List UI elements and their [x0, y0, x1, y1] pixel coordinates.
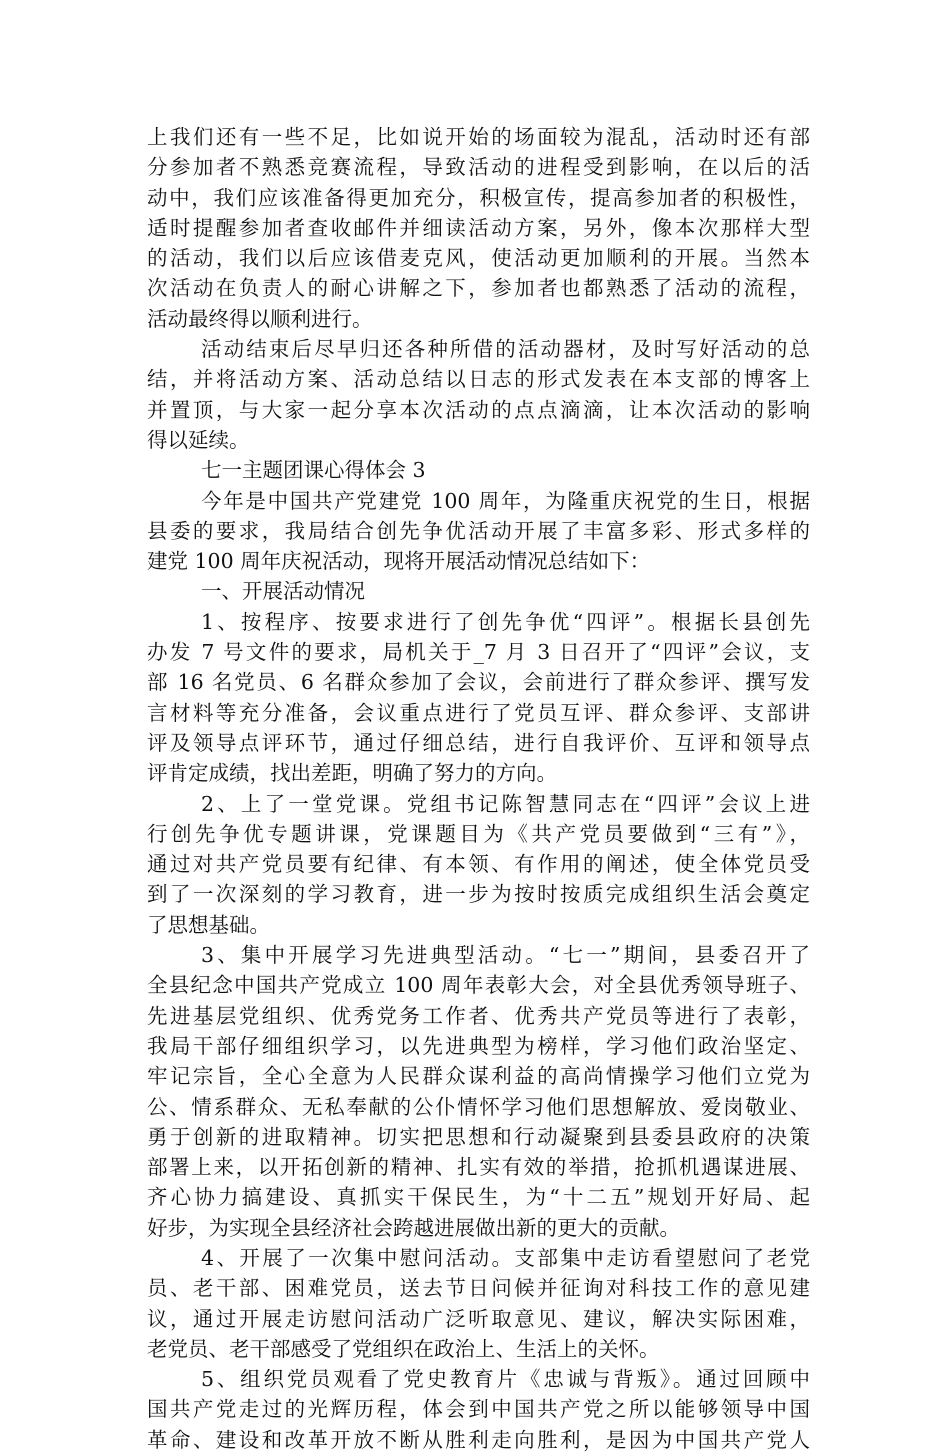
document-page — [147, 122, 810, 1455]
text-line: 勇于创新的进取精神。切实把思想和行动凝聚到县委县政府的决策 — [147, 1124, 810, 1149]
text-line: 评及领导点评环节，通过仔细总结，进行自我评价、互评和领导点 — [147, 730, 810, 755]
text-line: 得以延续。 — [147, 427, 250, 452]
text-line: 2、上了一堂党课。党组书记陈智慧同志在“四评”会议上进 — [201, 791, 810, 816]
text-line: 七一主题团课心得体会 3 — [201, 458, 426, 483]
text-line: 行创先争优专题讲课，党课题目为《共产党员要做到“三有”》， — [147, 821, 810, 846]
text-line: 牢记宗旨，全心全意为人民群众谋利益的高尚情操学习他们立党为 — [147, 1064, 810, 1089]
text-line: 一、开展活动情况 — [201, 579, 365, 604]
text-line: 部署上来，以开拓创新的精神、扎实有效的举措，抢抓机遇谋进展、 — [147, 1155, 810, 1180]
text-line: 评肯定成绩，找出差距，明确了努力的方向。 — [147, 761, 557, 786]
text-line: 县委的要求，我局结合创先争优活动开展了丰富多彩、形式多样的 — [147, 518, 810, 543]
text-line: 分参加者不熟悉竞赛流程，导致活动的进程受到影响，在以后的活 — [147, 155, 810, 180]
text-line: 好步，为实现全县经济社会跨越进展做出新的更大的贡献。 — [147, 1215, 680, 1240]
text-line: 今年是中国共产党建党 100 周年，为隆重庆祝党的生日，根据 — [201, 488, 810, 513]
text-line: 我局干部仔细组织学习，以先进典型为榜样，学习他们政治坚定、 — [147, 1033, 810, 1058]
text-line: 员、老干部、困难党员，送去节日问候并征询对科技工作的意见建 — [147, 1276, 810, 1301]
text-line: 1、按程序、按要求进行了创先争优“四评”。根据长县创先 — [201, 609, 810, 634]
text-line: 5、组织党员观看了党史教育片《忠诚与背叛》。通过回顾中 — [201, 1367, 810, 1392]
text-line: 先进基层党组织、优秀党务工作者、优秀共产党员等进行了表彰， — [147, 1003, 810, 1028]
text-line: 的活动，我们以后应该借麦克风，使活动更加顺利的开展。当然本 — [147, 246, 810, 271]
text-line: 国共产党走过的光辉历程，体会到中国共产党之所以能够领导中国 — [147, 1397, 810, 1422]
text-line: 老党员、老干部感受了党组织在政治上、生活上的关怀。 — [147, 1336, 660, 1361]
text-line: 3、集中开展学习先进典型活动。“七一”期间，县委召开了 — [201, 943, 810, 968]
text-line: 革命、建设和改革开放不断从胜利走向胜利，是因为中国共产党人 — [147, 1427, 810, 1452]
text-line: 并置顶，与大家一起分享本次活动的点点滴滴，让本次活动的影响 — [147, 397, 810, 422]
text-line: 4、开展了一次集中慰问活动。支部集中走访看望慰问了老党 — [201, 1245, 810, 1270]
text-line: 结，并将活动方案、活动总结以日志的形式发表在本支部的博客上 — [147, 367, 810, 392]
text-line: 办发 7 号文件的要求，局机关于_7 月 3 日召开了“四评”会议，支 — [147, 640, 810, 665]
text-line: 动中，我们应该准备得更加充分，积极宣传，提高参加者的积极性， — [147, 185, 810, 210]
text-line: 了思想基础。 — [147, 912, 270, 937]
text-line: 全县纪念中国共产党成立 100 周年表彰大会，对全县优秀领导班子、 — [147, 973, 810, 998]
text-line: 建党 100 周年庆祝活动，现将开展活动情况总结如下： — [147, 549, 651, 574]
text-line: 次活动在负责人的耐心讲解之下，参加者也都熟悉了活动的流程， — [147, 276, 810, 301]
text-line: 言材料等充分准备，会议重点进行了党员互评、群众参评、支部讲 — [147, 700, 810, 725]
text-line: 齐心协力搞建设、真抓实干保民生，为“十二五”规划开好局、起 — [147, 1185, 810, 1210]
text-line: 适时提醒参加者查收邮件并细读活动方案，另外，像本次那样大型 — [147, 215, 810, 240]
text-line: 议，通过开展走访慰问活动广泛听取意见、建议，解决实际困难， — [147, 1306, 810, 1331]
text-line: 通过对共产党员要有纪律、有本领、有作用的阐述，使全体党员受 — [147, 852, 810, 877]
text-line: 公、情系群众、无私奉献的公仆情怀学习他们思想解放、爱岗敬业、 — [147, 1094, 810, 1119]
text-line: 到了一次深刻的学习教育，进一步为按时按质完成组织生活会奠定 — [147, 882, 810, 907]
text-line: 上我们还有一些不足，比如说开始的场面较为混乱，活动时还有部 — [147, 125, 810, 149]
text-line: 活动最终得以顺利进行。 — [147, 306, 373, 331]
text-line: 活动结束后尽早归还各种所借的活动器材，及时写好活动的总 — [201, 337, 810, 362]
text-line: 部 16 名党员、6 名群众参加了会议，会前进行了群众参评、撰写发 — [147, 670, 810, 695]
